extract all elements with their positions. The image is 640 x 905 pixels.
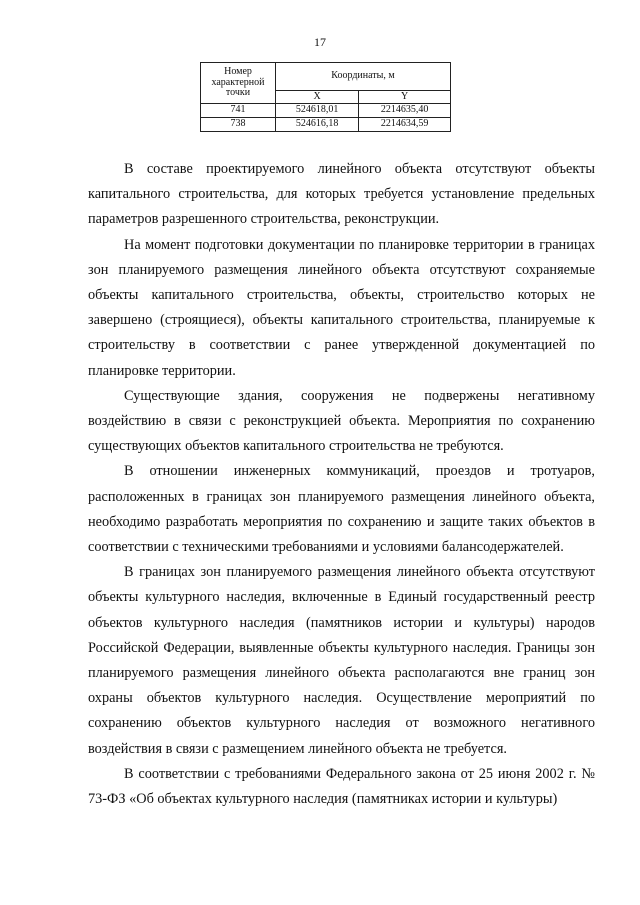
y-header: Y (359, 91, 451, 104)
x-cell: 524618,01 (276, 104, 359, 118)
x-header: X (276, 91, 359, 104)
table-row (201, 118, 451, 132)
y-cell: 2214634,59 (359, 118, 451, 132)
table-header-row (201, 63, 451, 91)
body-text (88, 157, 595, 812)
coordinates-header: Координаты, м (276, 63, 451, 91)
paragraph: Существующие здания, сооружения не подвержены негативному воздействию в связи с реконструкцией объекта. Мероприятия по сохранению существующих объектов капитального строительства не требуются. (88, 387, 595, 455)
paragraph: В отношении инженерных коммуникаций, проездов и тротуаров, расположенных в границах зон планируемого размещения линейного объекта, необходимо разработать мероприятия по сохранению и защите таких объектов в соответствии с техническими требованиями и условиями балансодержателей. (88, 463, 595, 556)
point-cell: 738 (201, 118, 276, 132)
paragraph: На момент подготовки документации по планировке территории в границах зон планируемого размещения линейного объекта отсутствуют сохраняемые объекты капитального строительства, объекты, строительство которых не завершено (строящиеся), объекты капитального строительства, планируемые к строительству в соответствии с ранее утвержденной документацией по планировке территории. (88, 236, 595, 379)
page-number: 17 (314, 35, 326, 49)
paragraph: В составе проектируемого линейного объекта отсутствуют объекты капитального строительства, для которых требуется установление предельных параметров разрешенного строительства, реконструкции. (88, 161, 595, 228)
point-cell: 741 (201, 104, 276, 118)
coordinates-table (200, 62, 451, 132)
paragraph: В границах зон планируемого размещения линейного объекта отсутствуют объекты культурного наследия, включенные в Единый государственный реестр объектов культурного наследия (памятников истории и культуры) народов Российской Федерации, выявленные объекты культурного наследия. Границы зон планируемого размещения линейного объекта располагаются вне границ зон охраны объектов культурного наследия. Осуществление мероприятий по сохранению объектов культурного наследия от возможного негативного воздействия в связи с размещением линейного объекта не требуется. (88, 564, 595, 757)
table-row (201, 104, 451, 118)
point-number-header: Номер характерной точки (201, 63, 276, 104)
paragraph: В соответствии с требованиями Федерального закона от 25 июня 2002 г. № 73-ФЗ «Об объектах культурного наследия (памятниках истории и культуры) (88, 765, 595, 808)
x-cell: 524616,18 (276, 118, 359, 132)
y-cell: 2214635,40 (359, 104, 451, 118)
